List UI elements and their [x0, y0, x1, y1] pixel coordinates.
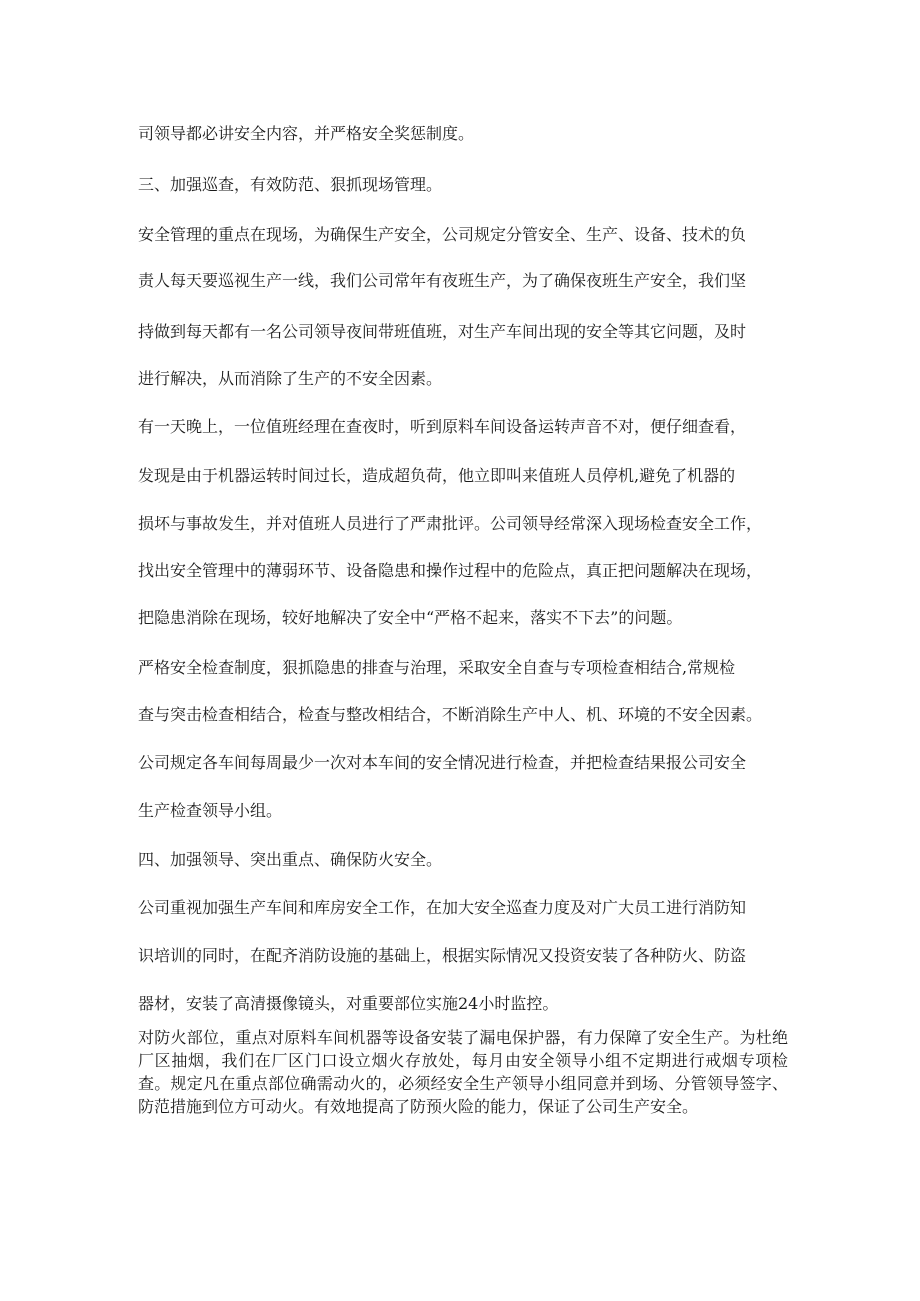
section-heading-4: 四、加强领导、突出重点、确保防火安全。: [138, 850, 443, 869]
text-line: 司领导都必讲安全内容，并严格安全奖惩制度。: [138, 124, 475, 143]
text-line: 进行解决，从而消除了生产的不安全因素。: [138, 369, 443, 388]
text-line: 把隐患消除在现场，较好地解决了安全中“严格不起来，落实不下去”的问题。: [138, 608, 683, 627]
text-line: 发现是由于机器运转时间过长，造成超负荷，他立即叫来值班人员停机,避免了机器的: [138, 466, 736, 485]
text-line: 公司规定各车间每周最少一次对本车间的安全情况进行检查，并把检查结果报公司安全: [138, 753, 747, 772]
text-line: 持做到每天都有一名公司领导夜间带班值班，对生产车间出现的安全等其它问题，及时: [138, 322, 747, 341]
text-line: 公司重视加强生产车间和库房安全工作，在加大安全巡查力度及对广大员工进行消防知: [138, 898, 747, 917]
text-line: 安全管理的重点在现场，为确保生产安全，公司规定分管安全、生产、设备、技术的负: [138, 225, 747, 244]
text-line: 器材，安装了高清摄像镜头，对重要部位实施24小时监控。: [138, 994, 559, 1013]
text-line: 识培训的同时，在配齐消防设施的基础上，根据实际情况又投资安装了各种防火、防盗: [138, 946, 747, 965]
text-line: 生产检查领导小组。: [138, 801, 283, 820]
text-line: 有一天晚上，一位值班经理在查夜时，听到原料车间设备运转声音不对，便仔细查看，: [138, 417, 747, 436]
text-line: 查与突击检查相结合，检查与整改相结合，不断消除生产中人、机、环境的不安全因素。: [138, 705, 763, 724]
text-line: 责人每天要巡视生产一线，我们公司常年有夜班生产，为了确保夜班生产安全，我们坚: [138, 271, 747, 290]
text-line: 找出安全管理中的薄弱环节、设备隐患和操作过程中的危险点，真正把问题解决在现场，: [138, 561, 763, 580]
section-heading-3: 三、加强巡查，有效防范、狠抓现场管理。: [138, 175, 443, 194]
text-line: 严格安全检查制度，狠抓隐患的排查与治理，采取安全自查与专项检查相结合,常规检: [138, 658, 736, 677]
fire-prevention-paragraph: 对防火部位，重点对原料车间机器等设备安装了漏电保护器，有力保障了安全生产。为杜绝厂区抽烟，我们在厂区门口设立烟火存放处，每月由安全领导小组不定期进行戒烟专项检查。规定凡在重点部位确需动火的，必须经安全生产领导小组同意并到场、分管领导签字、防范措施到位方可动火。有效地提高了防预火险的能力，保证了公司生产安全。: [138, 1028, 788, 1116]
text-line: 损坏与事故发生，并对值班人员进行了严肃批评。公司领导经常深入现场检查安全工作，: [138, 514, 763, 533]
